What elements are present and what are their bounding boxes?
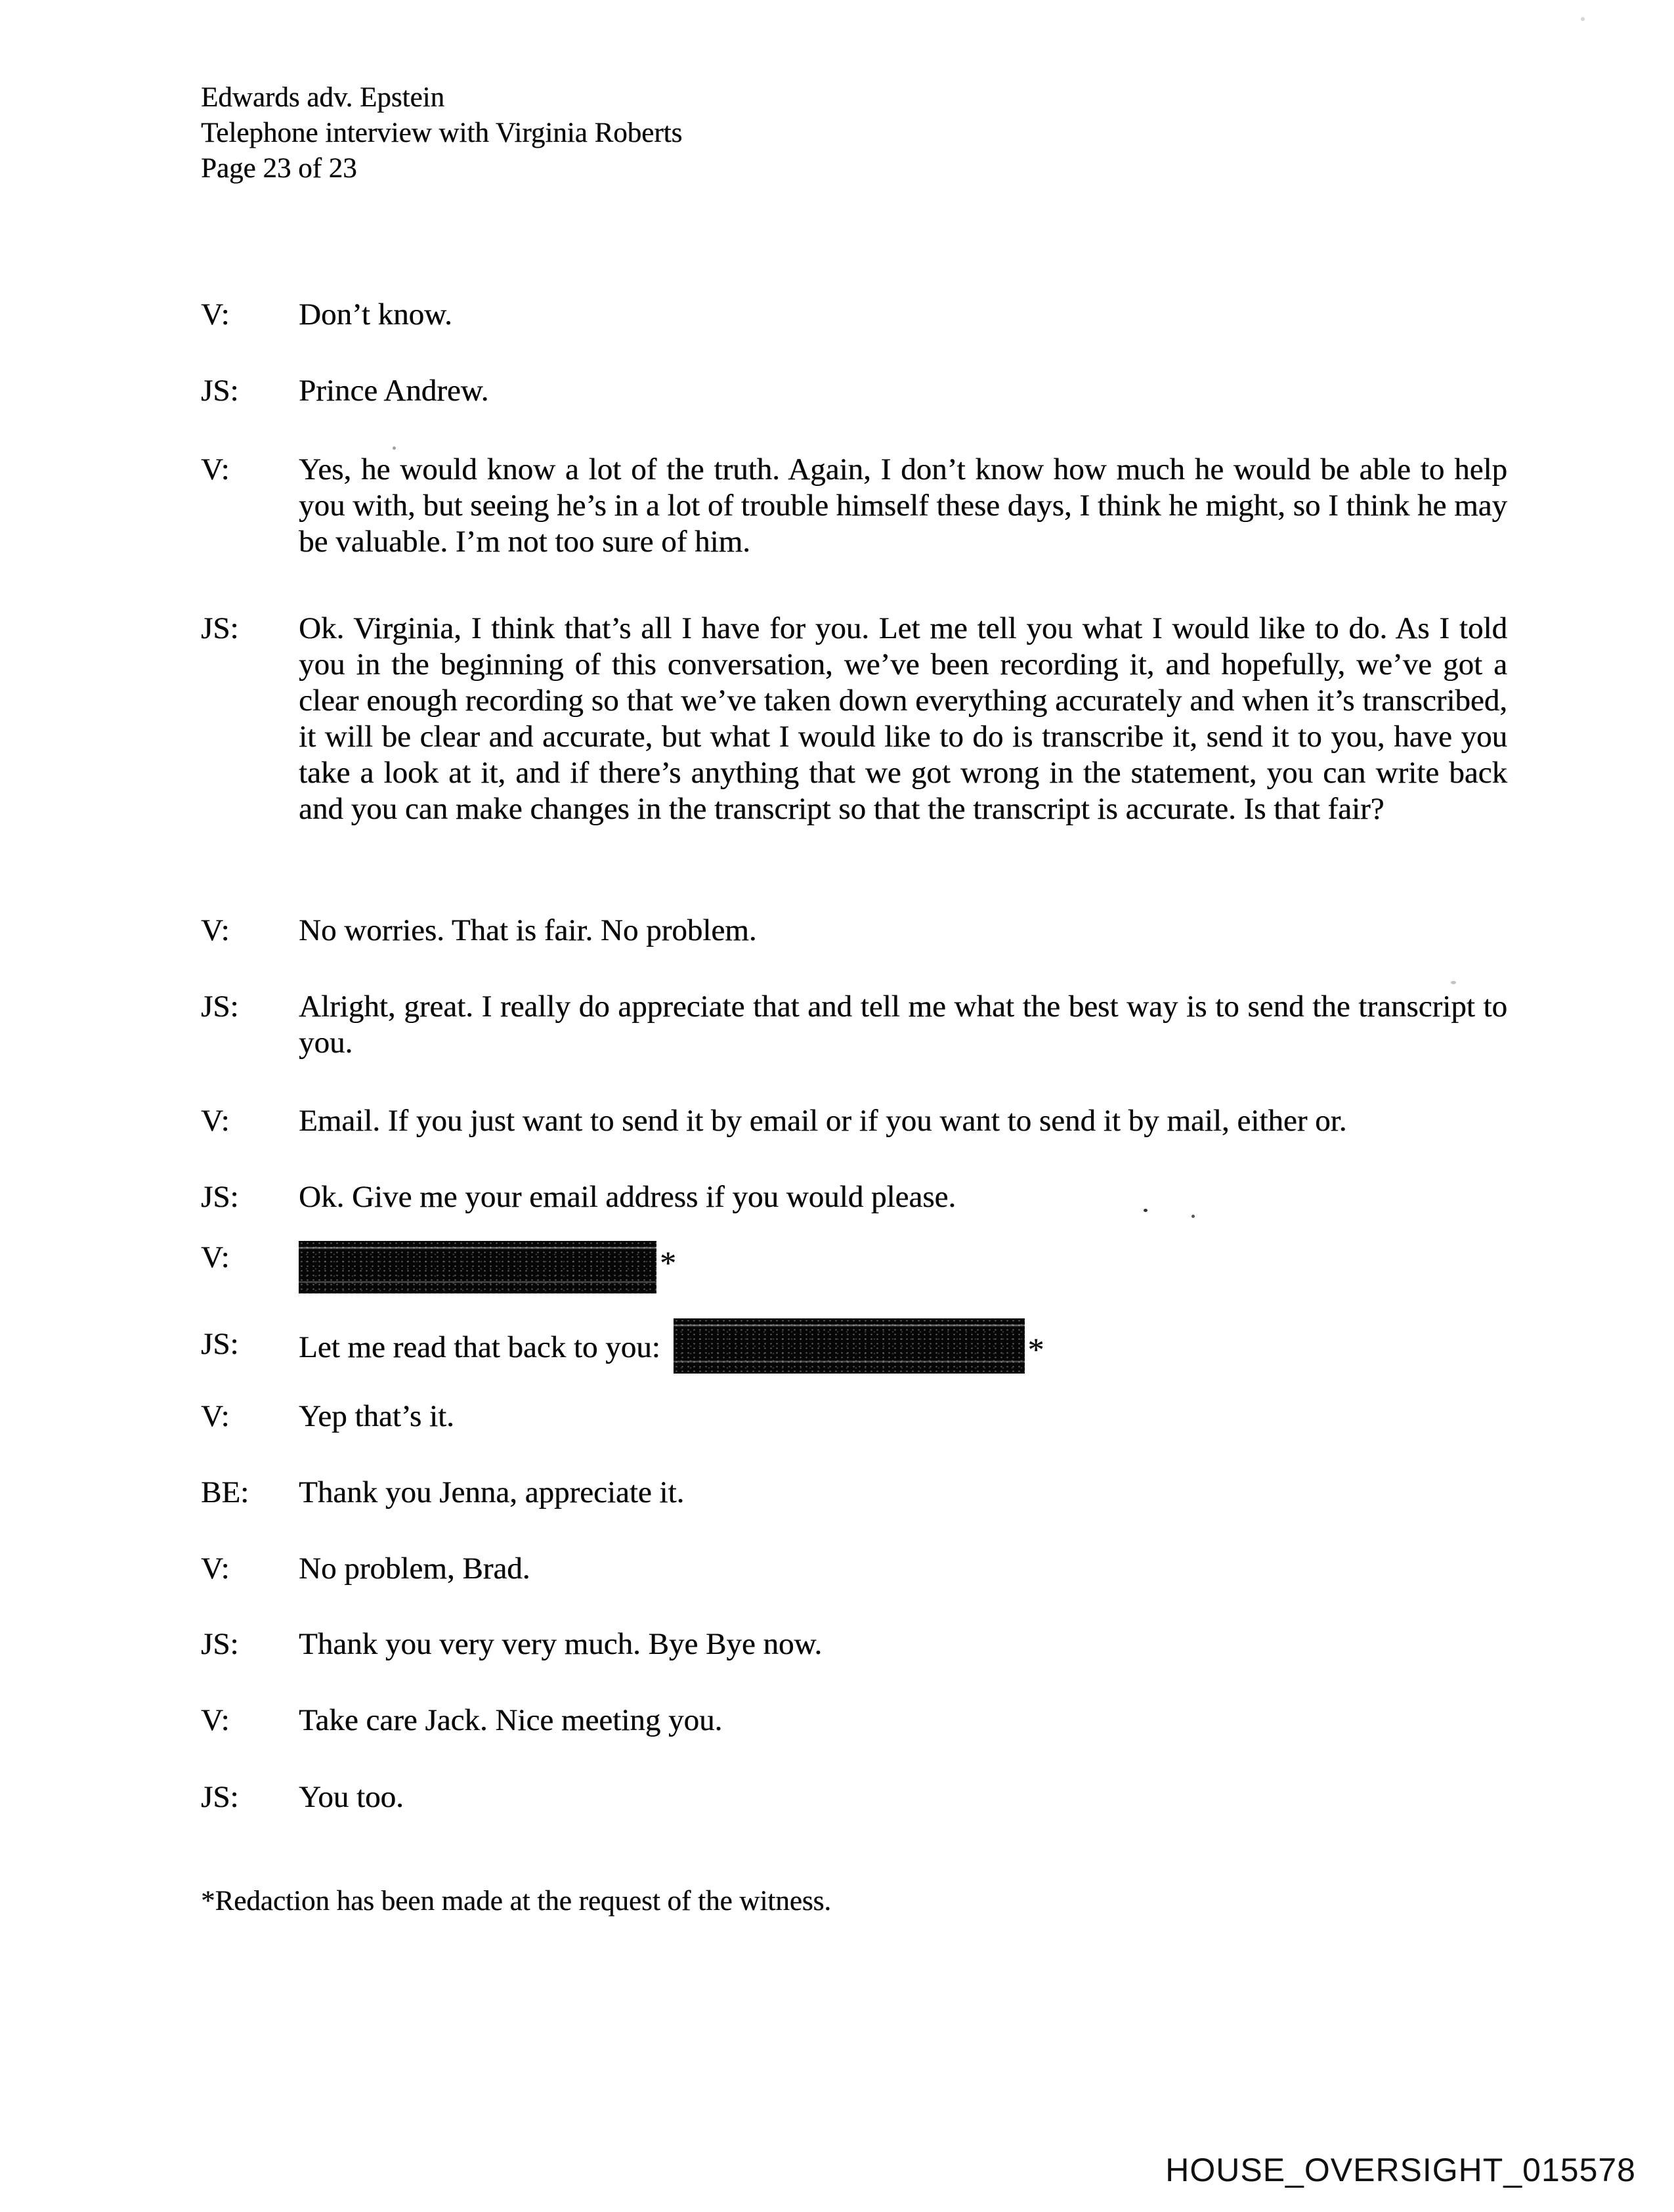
scan-artifact-dot <box>393 446 396 450</box>
dialogue-row <box>201 1475 1507 1511</box>
dialogue-text: No problem, Brad. <box>299 1551 530 1586</box>
speaker-label: V: <box>201 1104 230 1138</box>
scan-artifact-dot <box>1581 17 1585 21</box>
dialogue-row <box>201 989 1507 1061</box>
dialogue-text: Alright, great. I really do appreciate that and tell me what the best way is to send the transcript to you. <box>299 989 1507 1060</box>
dialogue-row <box>201 1551 1507 1587</box>
dialogue-row <box>201 452 1507 560</box>
bates-stamp: HOUSE_OVERSIGHT_015578 <box>1165 2152 1636 2188</box>
redaction-asterisk: * <box>660 1244 676 1281</box>
dialogue-text: No worries. That is fair. No problem. <box>299 913 757 947</box>
speaker-label: V: <box>201 297 230 332</box>
speaker-label: V: <box>201 1703 230 1737</box>
speaker-label: JS: <box>201 1180 239 1214</box>
dialogue-text: Take care Jack. Nice meeting you. <box>299 1703 723 1737</box>
header-interview-title: Telephone interview with Virginia Roberts <box>201 118 683 148</box>
dialogue-text: Ok. Give me your email address if you would please. <box>299 1180 956 1214</box>
scan-artifact-dot <box>1451 981 1456 984</box>
dialogue-text: You too. <box>299 1780 404 1814</box>
scan-artifact-dot <box>1144 1209 1148 1212</box>
dialogue-text: Ok. Virginia, I think that’s all I have for you. Let me tell you what I would like to do. As I told you in the beginning of this conversation, we’ve been recording it, and hopefully, we’ve got a clear enough recording so that we’ve taken down everything accurately and when it’s transcribed, it will be clear and accurate, but what I would like to do is transcribe it, send it to you, have you take a look at it, and if there’s anything that we got wrong in the statement, you can write back and you can make changes in the transcript so that the transcript is accurate. Is that fair? <box>299 611 1507 826</box>
dialogue-row <box>201 1399 1507 1435</box>
speaker-label: JS: <box>201 1327 239 1361</box>
speaker-label: JS: <box>201 989 239 1024</box>
speaker-label: V: <box>201 1551 230 1586</box>
redaction-footnote: *Redaction has been made at the request of the witness. <box>201 1886 832 1917</box>
dialogue-text: Thank you Jenna, appreciate it. <box>299 1475 685 1509</box>
speaker-label: V: <box>201 1399 230 1433</box>
speaker-label: JS: <box>201 374 239 408</box>
speaker-label: V: <box>201 452 230 487</box>
dialogue-text: Don’t know. <box>299 297 452 332</box>
speaker-label: V: <box>201 1240 230 1274</box>
dialogue-text: Prince Andrew. <box>299 374 489 408</box>
dialogue-text <box>299 1240 1507 1293</box>
dialogue-row <box>201 373 1507 409</box>
redaction-box <box>299 1241 656 1293</box>
speaker-label: JS: <box>201 1780 239 1814</box>
dialogue-row <box>201 1103 1507 1139</box>
dialogue-row <box>201 297 1507 333</box>
speaker-label: V: <box>201 913 230 947</box>
redaction-asterisk: * <box>1027 1331 1044 1368</box>
dialogue-row <box>201 1702 1507 1739</box>
dialogue-row <box>201 1779 1507 1815</box>
speaker-label: JS: <box>201 1627 239 1661</box>
scan-artifact-dot <box>1191 1215 1195 1218</box>
dialogue-text: Let me read that back to you: * <box>299 1326 1507 1374</box>
dialogue-row <box>201 611 1507 827</box>
dialogue-row <box>201 1326 1507 1374</box>
dialogue-text: Thank you very very much. Bye Bye now. <box>299 1627 823 1661</box>
header-page-number: Page 23 of 23 <box>201 153 357 184</box>
dialogue-text: Email. If you just want to send it by email or if you want to send it by mail, either or. <box>299 1104 1347 1138</box>
speaker-label: BE: <box>201 1475 249 1509</box>
dialogue-row <box>201 1626 1507 1662</box>
dialogue-row <box>201 1240 1507 1293</box>
speaker-label: JS: <box>201 611 239 645</box>
dialogue-row <box>201 1179 1507 1215</box>
header-case-caption: Edwards adv. Epstein <box>201 82 444 113</box>
dialogue-text: Yes, he would know a lot of the truth. Again, I don’t know how much he would be able to help you with, but seeing he’s in a lot of trouble himself these days, I think he might, so I think he may be valuable. I’m not too sure of him. <box>299 452 1507 559</box>
dialogue-text: Yep that’s it. <box>299 1399 454 1433</box>
dialogue-row <box>201 913 1507 949</box>
redaction-box <box>674 1318 1025 1374</box>
